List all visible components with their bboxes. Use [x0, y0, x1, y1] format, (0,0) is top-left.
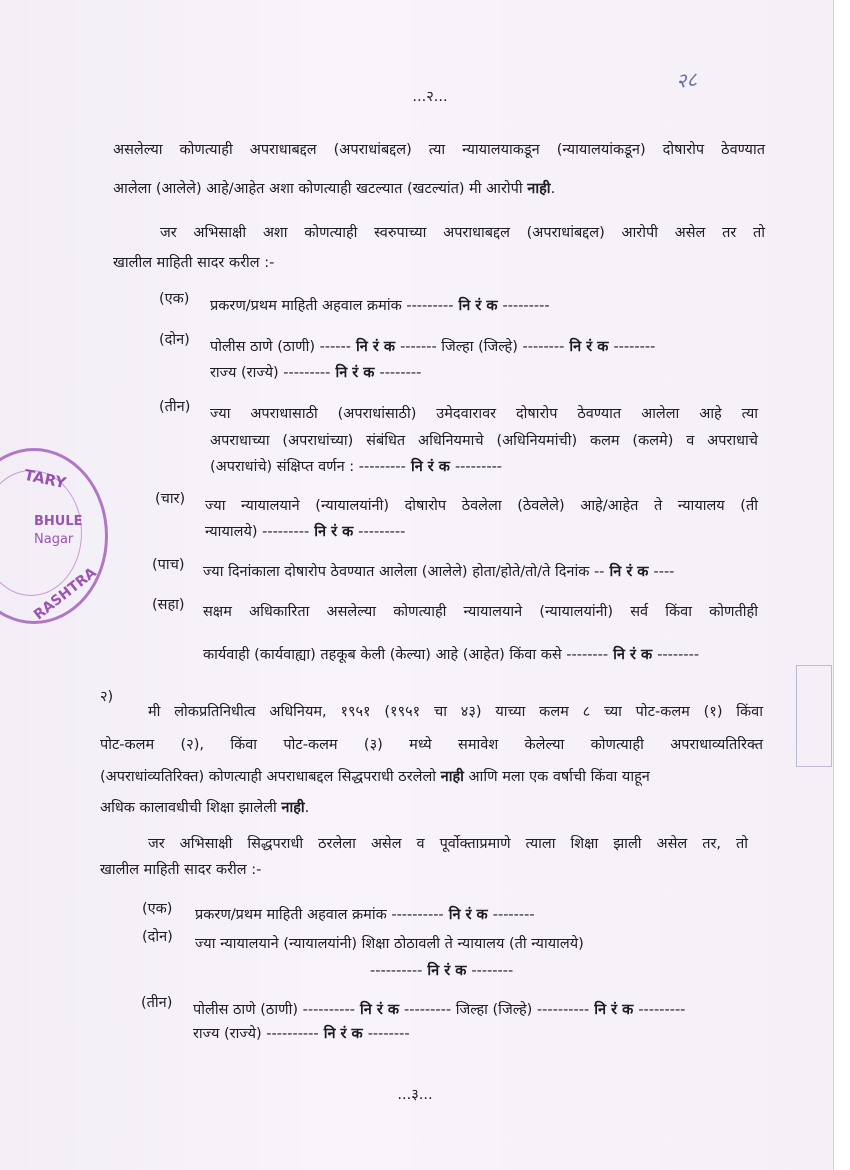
list1-item-line: न्यायालये) --------- नि रं क ---------	[205, 524, 406, 540]
para2-line3: (अपराधांव्यतिरिक्त) कोणत्याही अपराधाबद्दल सिद्धपराधी ठरलेलो नाही आणि मला एक वर्षाची किंवा याहून	[100, 769, 650, 785]
para1-line3: जर अभिसाक्षी अशा कोणत्याही स्वरुपाच्या अपराधाबद्दल (अपराधांबद्दल) आरोपी असेल तर तो	[160, 225, 765, 241]
list1-item-line: प्रकरण/प्रथम माहिती अहवाल क्रमांक --------- नि रं क ---------	[210, 298, 550, 314]
para1-line1: असलेल्या कोणत्याही अपराधाबद्दल (अपराधांबद्दल) त्या न्यायालयाकडून (न्यायालयांकडून) दोषारोप ठेवण्यात	[113, 142, 765, 158]
list1-item-line: ज्या न्यायालयाने (न्यायालयांनी) दोषारोप ठेवलेला (ठेवलेले) आहे/आहेत ते न्यायालय (ती	[205, 498, 758, 514]
emphasis-nahi: नाही	[440, 769, 464, 785]
list2-item-line: राज्य (राज्ये) ---------- नि रं क --------	[193, 1026, 410, 1042]
list1-item-line: ज्या अपराधासाठी (अपराधांसाठी) उमेदवारावर दोषारोप ठेवण्यात आलेला आहे त्या	[210, 406, 758, 422]
para2-number: २)	[100, 689, 114, 705]
handwritten-page-number: २८	[674, 66, 699, 94]
list1-item-line: कार्यवाही (कार्यवाह्या) तहकूब केली (केल्या) आहे (आहेत) किंवा कसे -------- नि रं क --------	[203, 647, 700, 663]
list1-item-line: ज्या दिनांकाला दोषारोप ठेवण्यात आलेला (आलेले) होता/होते/तो/ते दिनांक -- नि रं क ----	[203, 564, 675, 580]
para1-line2: आलेला (आलेले) आहे/आहेत अशा कोणत्याही खटल्यात (खटल्यांत) मी आरोपी नाही.	[113, 181, 556, 197]
para2-line6: खालील माहिती सादर करील :-	[100, 862, 262, 878]
list1-marker: (चार)	[155, 491, 186, 507]
list1-marker: (पाच)	[152, 557, 185, 573]
list1-marker: (दोन)	[159, 332, 190, 348]
para2-line1: मी लोकप्रतिनिधीत्व अधिनियम, १९५१ (१९५१ चा ४३) याच्या कलम ८ च्या पोट-कलम (१) किंवा	[148, 704, 763, 720]
para2-line4: अधिक कालावधीची शिक्षा झालेली नाही.	[100, 800, 310, 816]
list1-item-line: अपराधाच्या (अपराधांच्या) संबंधित अधिनियमाचे (अधिनियमांची) कलम (कलमे) व अपराधाचे	[210, 433, 758, 449]
list2-item-line: प्रकरण/प्रथम माहिती अहवाल क्रमांक ---------- नि रं क --------	[195, 907, 535, 923]
emphasis-nahi: नाही	[281, 800, 305, 816]
stamp-text: BHULE	[34, 514, 83, 529]
list2-marker: (दोन)	[142, 929, 173, 945]
list1-marker: (तीन)	[159, 399, 191, 415]
para1-line4: खालील माहिती सादर करील :-	[113, 255, 275, 271]
list2-item-line: पोलीस ठाणे (ठाणी) ---------- नि रं क --------- जिल्हा (जिल्हे) ---------- नि रं क ---------	[193, 1002, 686, 1018]
list1-item-line: (अपराधांचे) संक्षिप्त वर्णन : --------- नि रं क ---------	[210, 459, 503, 475]
list1-item-line: सक्षम अधिकारिता असलेल्या कोणत्याही न्यायालयाने (न्यायालयांनी) सर्व किंवा कोणतीही	[203, 604, 758, 620]
list2-marker: (एक)	[142, 901, 173, 917]
stamp-text: Nagar	[34, 532, 74, 547]
header-page-marker: ...२...	[412, 89, 448, 105]
list1-marker: (एक)	[159, 291, 190, 307]
list1-item-line: राज्य (राज्ये) --------- नि रं क --------	[210, 365, 422, 381]
list2-item-line: ---------- नि रं क --------	[370, 963, 514, 979]
footer-page-marker: ...३...	[397, 1087, 433, 1103]
page-edge	[833, 0, 850, 1170]
stamp-text: RASHTRA	[30, 564, 100, 624]
para2-line2: पोट-कलम (२), किंवा पोट-कलम (३) मध्ये समावेश केलेल्या कोणत्याही अपराधाव्यतिरिक्त	[100, 737, 763, 753]
list2-item-line: ज्या न्यायालयाने (न्यायालयांनी) शिक्षा ठोठावली ते न्यायालय (ती न्यायालये)	[195, 936, 584, 952]
bleed-through-mark	[796, 665, 832, 767]
list1-marker: (सहा)	[152, 597, 185, 613]
emphasis-nahi: नाही	[527, 181, 551, 197]
list2-marker: (तीन)	[141, 995, 173, 1011]
para2-line5: जर अभिसाक्षी सिद्धपराधी ठरलेला असेल व पूर्वोक्ताप्रमाणे त्याला शिक्षा झाली असेल तर, तो	[148, 836, 748, 852]
list1-item-line: पोलीस ठाणे (ठाणी) ------ नि रं क ------- जिल्हा (जिल्हे) -------- नि रं क --------	[210, 339, 656, 355]
stamp-text: TARY	[22, 465, 68, 493]
